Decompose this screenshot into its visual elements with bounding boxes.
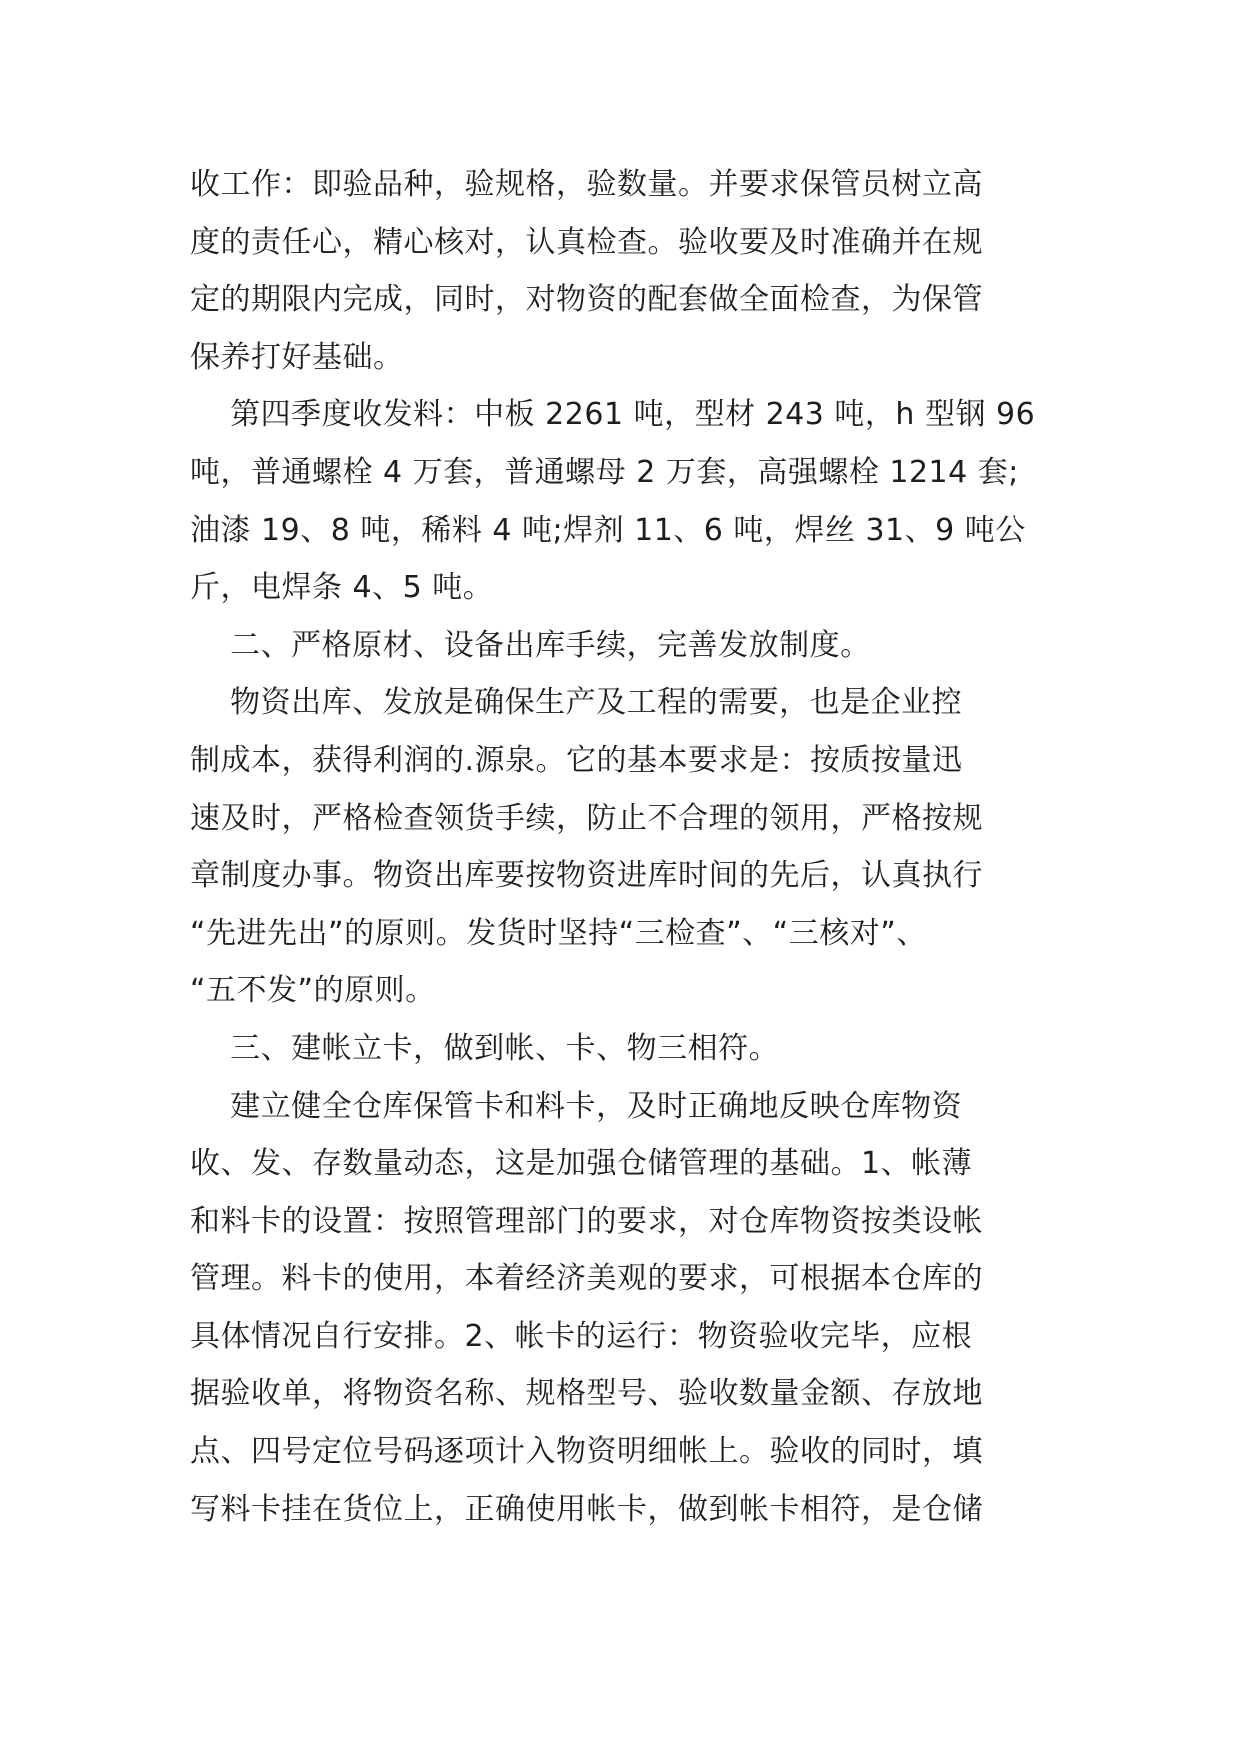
text-line: 建立健全仓库保管卡和料卡，及时正确地反映仓库物资 <box>190 1088 963 1124</box>
text-line: 速及时，严格检查领货手续，防止不合理的领用，严格按规 <box>190 800 983 836</box>
text-line: 具体情况自行安排。2、帐卡的运行：物资验收完毕，应根 <box>190 1318 973 1354</box>
text-line: “五不发”的原则。 <box>190 973 436 1009</box>
text-line: “先进先出”的原则。发货时坚持“三检查”、“三核对”、 <box>190 915 927 951</box>
text-line: 点、四号定位号码逐项计入物资明细帐上。验收的同时，填 <box>190 1434 983 1470</box>
text-line: 章制度办事。物资出库要按物资进库时间的先后，认真执行 <box>190 858 983 894</box>
body-text <box>190 156 1058 1538</box>
section-heading: 三、建帐立卡，做到帐、卡、物三相符。 <box>190 1030 780 1066</box>
text-line: 收工作：即验品种，验规格，验数量。并要求保管员树立高 <box>190 167 983 202</box>
text-line: 斤，电焊条 4、5 吨。 <box>190 570 494 606</box>
text-line: 定的期限内完成，同时，对物资的配套做全面检查，为保管 <box>190 282 983 318</box>
text-line: 保养打好基础。 <box>190 339 404 375</box>
text-line: 第四季度收发料：中板 2261 吨，型材 243 吨，h 型钢 96 <box>190 397 1036 433</box>
text-line: 物资出库、发放是确保生产及工程的需要，也是企业控 <box>190 685 963 721</box>
text-line: 管理。料卡的使用，本着经济美观的要求，可根据本仓库的 <box>190 1261 983 1297</box>
text-line: 吨，普通螺栓 4 万套，普通螺母 2 万套，高强螺栓 1214 套; <box>190 454 1019 490</box>
text-line: 度的责任心，精心核对，认真检查。验收要及时准确并在规 <box>190 224 983 260</box>
text-line: 写料卡挂在货位上，正确使用帐卡，做到帐卡相符，是仓储 <box>190 1491 983 1527</box>
text-line: 油漆 19、8 吨，稀料 4 吨;焊剂 11、6 吨，焊丝 31、9 吨公 <box>190 512 1026 548</box>
section-heading: 二、严格原材、设备出库手续，完善发放制度。 <box>190 627 871 663</box>
text-line: 制成本，获得利润的.源泉。它的基本要求是：按质按量迅 <box>190 742 963 778</box>
text-line: 收、发、存数量动态，这是加强仓储管理的基础。1、帐薄 <box>190 1146 973 1182</box>
text-line: 据验收单，将物资名称、规格型号、验收数量金额、存放地 <box>190 1376 983 1412</box>
text-line: 和料卡的设置：按照管理部门的要求，对仓库物资按类设帐 <box>190 1203 983 1239</box>
